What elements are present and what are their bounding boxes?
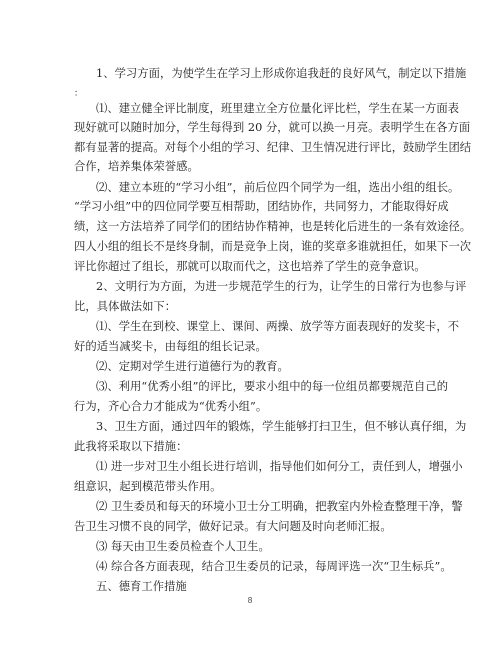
- text-line: ⑵、建立本班的“学习小组”，前后位四个同学为一组，选出小组的组长。: [96, 181, 460, 194]
- text-line: 2、文明行为方面，为进一步规范学生的行为，让学生的日常行为也参与评: [96, 280, 467, 293]
- text-line: “学习小组”中的四位同学要互相帮助，团结协作，共同努力，才能取得好成: [74, 200, 449, 213]
- text-line: ：: [74, 89, 84, 99]
- text-line: 绩，这一方法培养了同学们的团结协作精神，也是转化后进生的一条有效途径。: [74, 220, 472, 233]
- text-line: 1、学习方面，为使学生在学习上形成你追我赶的良好风气，制定以下措施: [96, 67, 467, 80]
- page-number: 8: [247, 596, 253, 605]
- text-line: ⑴、建立健全评比制度，班里建立全方位量化评比栏，学生在某一方面表: [96, 102, 460, 115]
- text-line: 评比你超过了组长，那就可以取而代之，这也培养了学生的竞争意识。: [74, 260, 426, 273]
- text-line: 都有显著的提高。对每个小组的学习、纪律、卫生情况进行评比，鼓励学生团结: [74, 141, 472, 154]
- text-line: 告卫生习惯不良的同学，做好记录。有大问题及时向老师汇报。: [74, 520, 392, 533]
- text-line: ⑶ 每天由卫生委员检查个人卫生。: [96, 540, 270, 553]
- text-line: 行为，齐心合力才能成为“优秀小组”。: [74, 400, 268, 413]
- text-line: ⑵、定期对学生进行道德行为的教育。: [96, 360, 289, 373]
- text-line: 3、卫生方面，通过四年的锻炼，学生能够打扫卫生，但不够认真仔细，为: [96, 420, 467, 433]
- text-line: 比，具体做法如下：: [74, 300, 177, 313]
- text-line: 组意识，起到模范带头作用。: [74, 480, 222, 493]
- text-line: 好的适当减奖卡，由每组的组长记录。: [74, 340, 267, 353]
- text-line: ⑵ 卫生委员和每天的环境小卫士分工明确，把教室内外检查整理干净，警: [96, 500, 463, 513]
- text-line: 五、德育工作措施: [96, 580, 187, 593]
- text-line: 此我将采取以下措施：: [74, 440, 188, 453]
- text-line: ⑴ 进一步对卫生小组长进行培训，指导他们如何分工，责任到人，增强小: [96, 460, 463, 473]
- text-line: 合作，培养集体荣誉感。: [74, 160, 199, 173]
- text-line: ⑴、学生在到校、课堂上、课间、两操、放学等方面表现好的发奖卡，不: [96, 320, 460, 333]
- text-line: 现好就可以随时加分，学生每得到 20 分，就可以换一月亮。表明学生在各方面: [74, 121, 471, 134]
- text-line: ⑷ 综合各方面表现，结合卫生委员的记录，每周评选一次“卫生标兵”。: [96, 560, 452, 573]
- text-line: 四人小组的组长不是终身制，而是竞争上岗，谁的奖章多谁就担任，如果下一次: [74, 240, 472, 253]
- text-line: ⑶、利用“优秀小组”的评比，要求小组中的每一位组员都要规范自己的: [96, 380, 449, 393]
